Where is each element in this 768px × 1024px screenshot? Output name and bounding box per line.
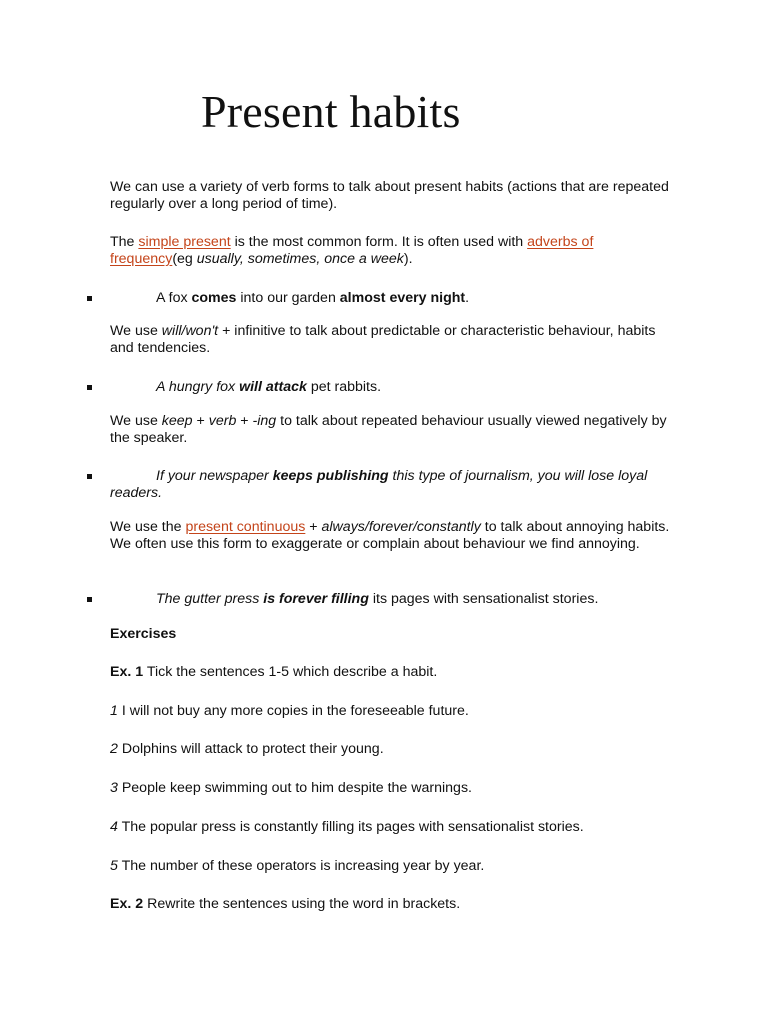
text-span: + bbox=[305, 519, 322, 535]
text-span: + bbox=[236, 413, 253, 429]
exercise-1-instruction bbox=[110, 664, 670, 681]
text-span: . bbox=[465, 290, 470, 306]
verb-form: -ing bbox=[252, 413, 277, 429]
exercises-heading: Exercises bbox=[110, 626, 177, 642]
item-text: Dolphins will attack to protect their young. bbox=[117, 741, 384, 757]
bold-adverb: almost every night bbox=[339, 290, 466, 306]
verb-form: verb bbox=[208, 413, 237, 429]
item-number: 4 bbox=[110, 819, 118, 835]
text-span: into our garden bbox=[236, 290, 340, 306]
text-span: If your newspaper bbox=[156, 468, 273, 484]
item-text: I will not buy any more copies in the foreseeable future. bbox=[117, 703, 469, 719]
item-number: 3 bbox=[110, 780, 118, 796]
text-span: The bbox=[110, 234, 139, 250]
verb-form: keep bbox=[161, 413, 193, 429]
example-bullet-2 bbox=[110, 379, 670, 396]
bullet-square-icon bbox=[87, 296, 92, 301]
text-span: A hungry fox bbox=[156, 379, 240, 395]
exercise-2-instruction bbox=[110, 896, 670, 913]
bold-verb: comes bbox=[191, 290, 237, 306]
item-text: The number of these operators is increasing year by year. bbox=[117, 858, 485, 874]
example-bullet-4 bbox=[110, 591, 670, 608]
bold-verb: will attack bbox=[239, 379, 307, 395]
will-wont-paragraph bbox=[110, 323, 670, 357]
keep-ing-paragraph bbox=[110, 413, 670, 447]
adverb-examples: usually, sometimes, once a week bbox=[196, 251, 404, 267]
text-span: We use bbox=[110, 413, 162, 429]
simple-present-paragraph bbox=[110, 234, 670, 268]
text-span: to talk about annoying habits. We often use this form to exaggerate or complain about behaviour we find annoying. bbox=[110, 519, 670, 552]
text-span: We use bbox=[110, 323, 162, 339]
bold-verb: is forever filling bbox=[263, 591, 369, 607]
adverb-forms: always/forever/constantly bbox=[321, 519, 481, 535]
exercise-label: Ex. 1 bbox=[110, 664, 144, 680]
simple-present-link[interactable]: simple present bbox=[138, 234, 231, 250]
text-span: + bbox=[192, 413, 209, 429]
exercise-item bbox=[110, 819, 670, 836]
example-bullet-1 bbox=[110, 290, 670, 307]
text-span: A fox bbox=[156, 290, 192, 306]
exercise-label: Ex. 2 bbox=[110, 896, 144, 912]
intro-paragraph: We can use a variety of verb forms to talk about present habits (actions that are repeated regularly over a long period of time). bbox=[110, 179, 669, 212]
item-text: The popular press is constantly filling its pages with sensationalist stories. bbox=[117, 819, 584, 835]
text-span: Tick the sentences 1-5 which describe a habit. bbox=[143, 664, 438, 680]
bullet-square-icon bbox=[87, 385, 92, 390]
text-span: its pages with sensationalist stories. bbox=[368, 591, 599, 607]
text-span: ). bbox=[403, 251, 413, 267]
text-span: Rewrite the sentences using the word in brackets. bbox=[143, 896, 461, 912]
text-span: this type of journalism, you will lose loyal readers. bbox=[110, 468, 648, 501]
exercise-item bbox=[110, 858, 670, 875]
item-number: 2 bbox=[110, 741, 118, 757]
adverbs-of-frequency-link[interactable]: adverbs of frequency bbox=[110, 234, 594, 267]
item-number: 1 bbox=[110, 703, 118, 719]
text-span: The gutter press bbox=[156, 591, 264, 607]
present-continuous-link[interactable]: present continuous bbox=[185, 519, 306, 535]
text-span: to talk about repeated behaviour usually viewed negatively by the speaker. bbox=[110, 413, 667, 446]
bold-verb: keeps publishing bbox=[272, 468, 389, 484]
exercise-item bbox=[110, 780, 670, 797]
text-span: (eg bbox=[172, 251, 197, 267]
present-continuous-paragraph bbox=[110, 519, 670, 553]
verb-form: will/won't bbox=[161, 323, 219, 339]
item-number: 5 bbox=[110, 858, 118, 874]
text-span: pet rabbits. bbox=[306, 379, 382, 395]
text-span: + infinitive to talk about predictable or characteristic behaviour, habits and tendencies. bbox=[110, 323, 656, 356]
text-span: is the most common form. It is often used with bbox=[230, 234, 528, 250]
bullet-square-icon bbox=[87, 474, 92, 479]
bullet-square-icon bbox=[87, 597, 92, 602]
text-span: We use the bbox=[110, 519, 186, 535]
exercise-item bbox=[110, 741, 670, 758]
exercise-item bbox=[110, 703, 670, 720]
page-title: Present habits bbox=[201, 86, 461, 137]
example-bullet-3 bbox=[110, 468, 670, 502]
item-text: People keep swimming out to him despite the warnings. bbox=[117, 780, 472, 796]
